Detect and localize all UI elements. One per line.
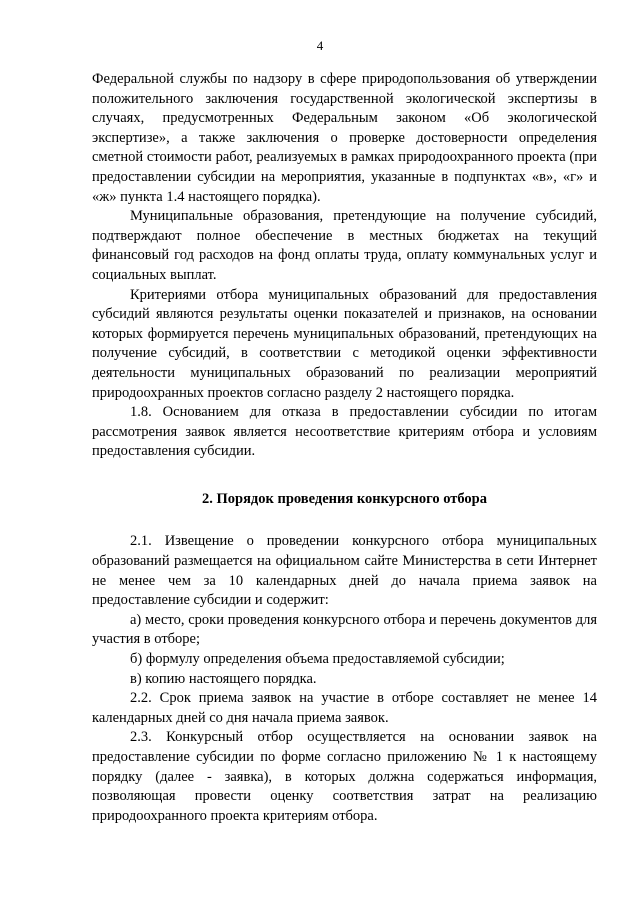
paragraph-2-1: 2.1. Извещение о проведении конкурсного отбора муниципальных образований размещается на официальном сайте Министерства в сети Интернет не менее чем за 10 календарных дней до начала приема заявок на предоставление субсидии и содержит:	[92, 533, 597, 609]
paragraph-municipal-budgets: Муниципальные образования, претендующие на получение субсидий, подтверждают полное обеспечение в местных бюджетах на текущий финансовый год расходов на фонд оплаты труда, оплату коммунальных услуг и социальных выплат.	[92, 208, 597, 283]
paragraph-2-3: 2.3. Конкурсный отбор осуществляется на основании заявок на предоставление субсидии по форме согласно приложению № 1 к настоящему порядку (далее - заявка), в которых должна содержаться информация, позволяющая провести оценку соответствия затрат на реализацию природоохранного проекта критериям отбора.	[92, 729, 597, 824]
list-item-a: а) место, сроки проведения конкурсного отбора и перечень документов для участия в отборе;	[92, 611, 597, 648]
list-item-b: б) формулу определения объема предоставляемой субсидии;	[130, 651, 505, 668]
section-heading: 2. Порядок проведения конкурсного отбора	[201, 490, 487, 507]
document-body	[92, 70, 597, 826]
page-number: 4	[316, 38, 324, 53]
paragraph-continuation: Федеральной службы по надзору в сфере природопользования об утверждении положительного заключения государственной экологической экспертизы в случаях, предусмотренных Федеральным законом «Об экологической экспертизе», а также заключения о проверке достоверности определения сметной стоимости работ, реализуемых в рамках природоохранного проекта (при предоставлении субсидии на мероприятия, указанные в подпунктах «в», «г» и «ж» пункта 1.4 настоящего порядка).	[92, 71, 597, 205]
paragraph-2-2: 2.2. Срок приема заявок на участие в отборе составляет не менее 14 календарных дней со дня начала приема заявок.	[92, 690, 597, 726]
list-item-v: в) копию настоящего порядка.	[130, 670, 317, 687]
paragraph-1-8: 1.8. Основанием для отказа в предоставлении субсидии по итогам рассмотрения заявок является несоответствие критериям отбора и условиям предоставления субсидии.	[92, 404, 597, 460]
paragraph-selection-criteria: Критериями отбора муниципальных образований для предоставления субсидий являются результаты оценки показателей и признаков, на основании которых формируется перечень муниципальных образований, претендующих на получение субсидий, в соответствии с методикой оценки эффективности деятельности муниципальных образований по реализации мероприятий природоохранных проектов согласно разделу 2 настоящего порядка.	[92, 286, 597, 401]
